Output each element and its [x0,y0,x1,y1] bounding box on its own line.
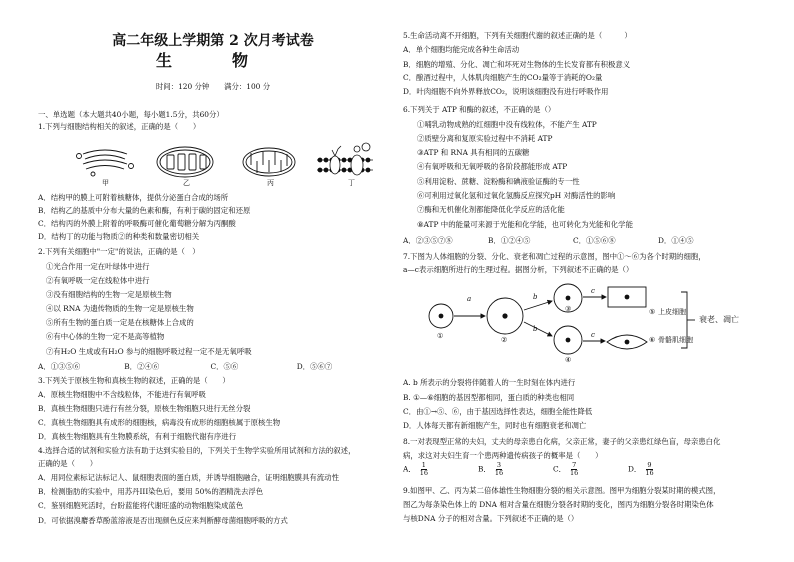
q6-option-c: C．①⑤⑥⑧ [573,236,616,245]
q2-item-7: ⑦有H₂O 生成或有H₂O 参与的细胞呼吸过程一定不是无氧呼吸 [46,347,252,356]
q8-option-a: A． $\frac{1}{16}$ [403,461,429,478]
label-aging-apoptosis: 衰老、凋亡 [699,315,739,324]
exam-meta: 时间：120 分钟 满分：100 分 [155,82,271,91]
q7-option-d: D．人体每天都有新细胞产生，同时也有细胞衰老和凋亡 [403,421,587,430]
q6-option-d: D．①④⑤ [658,236,694,245]
exam-title: 高二年级上学期第 2 次月考试卷 [112,33,314,49]
q9-line-2: 图乙为每条染色体上的 DNA 相对含量在细胞分裂各时期的变化，图丙为细胞分裂各时期染色体 [403,500,714,509]
q6-item-3: ③ATP 和 RNA 具有相同的五碳糖 [417,148,530,157]
section-heading: 一、单选题（本大题共40小题，每小题1.5分，共60分） [38,110,224,119]
figure-label-jia: 甲 [102,179,109,187]
q2-item-1: ①光合作用一定在叶绿体中进行 [46,262,150,271]
figure-label-bing: 丙 [267,179,274,187]
arrow-label-b1: b [533,293,538,301]
q3-option-b: B．真核生物细胞只进行有丝分裂，原核生物细胞只进行无丝分裂 [38,404,251,413]
q2-item-6: ⑥有中心体的生物一定不是高等植物 [46,332,165,341]
cell-num-4: ④ [565,356,572,364]
q6-stem: 6.下列关于 ATP 和酶的叙述，不正确的是（） [403,105,556,114]
q8-option-c: C． $\frac{7}{16}$ [553,461,579,478]
q9-line-1: 9.如图甲、乙、丙为某二倍体雄性生物细胞分裂的相关示意图。图甲为细胞分裂某时期的模式图， [403,486,721,495]
cell-num-5: ⑤ [649,308,656,316]
q8-option-b: B． $\frac{3}{16}$ [478,461,504,478]
q2-item-5: ⑤所有生物的蛋白质一定是在核糖体上合成的 [46,318,194,327]
arrow-label-c1: c [591,287,595,295]
q2-option-c: C．⑤⑥ [210,362,239,371]
label-skeletal-muscle-cell: 骨骼肌细胞 [658,336,693,344]
q8-option-d: D． $\frac{9}{16}$ [628,461,654,478]
q2-item-3: ③没有细胞结构的生物一定是原核生物 [46,290,172,299]
q5-option-b: B．细胞的增殖、分化、凋亡和坏死对生物体的生长发育都有积极意义 [403,60,631,69]
q7-option-b: B. ①—⑥细胞的基因型都相同，蛋白质的种类也相同 [403,393,575,402]
mitochondrion-icon [243,148,295,176]
q2-option-a: A．①③⑤⑥ [38,362,81,371]
q6-item-8: ⑧ATP 中的能量可来源于光能和化学能，也可转化为光能和化学能 [417,220,633,229]
cell-num-1: ① [437,332,444,340]
q2-item-2: ②有氧呼吸一定在线粒体中进行 [46,276,150,285]
cell-num-2: ② [501,336,508,344]
q6-item-4: ④有氧呼吸和无氧呼吸的各阶段都能形成 ATP [417,162,568,171]
q4-option-a: A．用同位素标记法标记人、鼠细胞表面的蛋白质，并诱导细胞融合，证明细胞膜具有流动性 [38,473,339,482]
q6-options [403,236,743,246]
q2-option-b: B．②④⑥ [124,362,160,371]
golgi-icon [77,150,134,176]
arrow-label-b2: b [533,325,538,333]
q9-line-3: 与核DNA 分子的相对含量。下列叙述不正确的是（） [403,514,579,523]
q6-item-1: ①哺乳动物成熟的红细胞中没有线粒体，不能产生 ATP [417,120,597,129]
q1-option-d: D．结构丁的功能与物质②的种类和数量密切相关 [38,232,200,241]
q6-item-2: ②质壁分离和复原实验过程中不消耗 ATP [417,134,553,143]
q7-option-c: C．由①→⑤、⑥，由于基因选择性表达，细胞全能性降低 [403,407,593,416]
q5-option-c: C．酿酒过程中，人体肌肉细胞产生的CO₂量等于消耗的O₂量 [403,73,603,82]
q1-stem: 1.下列与细胞结构相关的叙述，正确的是（ ） [38,122,201,131]
q6-item-6: ⑥可利用过氧化氢和过氧化氢酶反应探究pH 对酶活性的影响 [417,191,616,200]
chloroplast-icon [157,147,213,177]
q4-option-d: D．可依据溴麝香草酚蓝溶液是否出现颜色反应来判断酵母菌细胞呼吸的方式 [38,516,288,525]
q2-option-d: D．⑤⑥⑦ [296,362,333,371]
q3-option-c: C．真核生物细胞具有成形的细胞核，病毒没有成形的细胞核属于原核生物 [38,418,281,427]
q7-stem: 7.下图为人体细胞的分裂、分化、衰老和凋亡过程的示意图，图中①～⑥为各个时期的细胞， [403,252,706,261]
q8-options [403,462,703,477]
figure-label-ding: 丁 [348,179,355,187]
q6-item-7: ⑦酶和无机催化剂都能降低化学反应的活化能 [417,205,565,214]
q8-stem: 8.一对表现型正常的夫妇，丈夫的母亲患白化病，父亲正常，妻子的父亲患红绿色盲，母亲患白化 [403,437,721,446]
q1-option-c: C．结构丙的外膜上附着的呼吸酶可催化葡萄糖分解为丙酮酸 [38,219,236,228]
q3-option-d: D．真核生物细胞具有生物膜系统，有利于细胞代谢有序进行 [38,432,237,441]
arrow-label-a: a [467,295,472,303]
q7-option-a: A. b 所表示的分裂将伴随着人的一生时刻在体内进行 [403,378,576,387]
q4-option-c: C．鉴别细胞死活时，台盼蓝能将代谢旺盛的动物细胞染成蓝色 [38,501,244,510]
cell-membrane-icon [317,143,373,175]
q3-option-a: A．原核生物细胞中不含线粒体，不能进行有氧呼吸 [38,390,206,399]
q2-item-4: ④以 RNA 为遗传物质的生物一定是原核生物 [46,304,194,313]
q2-stem: 2.下列有关细胞中"一定"的说法，正确的是（ ） [38,247,200,256]
q6-item-5: ⑤利用淀粉、蔗糖、淀粉酶和碘液验证酶的专一性 [417,177,580,186]
q5-option-a: A．单个细胞均能完成各种生命活动 [403,45,520,54]
q6-option-a: A．②③⑤⑦⑧ [403,236,453,245]
label-epithelial-cell: 上皮细胞 [658,308,686,316]
q5-stem: 5.生命活动离不开细胞，下列有关细胞代谢的叙述正确的是（ ） [403,31,632,40]
q7-stem-cont: a—c表示细胞所进行的生理过程。据图分析，下列叙述不正确的是（） [403,265,634,274]
q4-stem: 4.选择合适的试剂和实验方法有助于达到实验目的，下列关于生物学实验所用试剂和方法的叙述， [38,446,356,455]
cell-num-6: ⑥ [649,336,656,344]
q3-stem: 3.下列关于原核生物和真核生物的叙述，正确的是（ ） [38,376,230,385]
q8-stem-cont: 病，求这对夫妇生育一个患两种遗传病孩子的概率是（ ） [403,451,603,460]
q4-option-b: B．检测脂肪的实验中，用苏丹III染色后，要用 50%的酒精洗去浮色 [38,487,264,496]
organelle-figure [73,140,383,192]
arrow-label-c2: c [591,331,595,339]
q2-options [38,362,383,372]
q1-option-a: A．结构甲的膜上可附着核糖体，提供分泌蛋白合成的场所 [38,193,229,202]
figure-label-yi: 乙 [183,179,190,187]
q6-option-b: B．①②④⑤ [488,236,531,245]
q1-option-b: B．结构乙的基质中分布大量的色素和酶，有利于碳的固定和还原 [38,206,251,215]
q4-stem-cont: 正确的是（ ） [38,459,98,468]
q5-option-d: D．叶肉细胞不向外界释放CO₂，说明该细胞没有进行呼吸作用 [403,87,609,96]
cell-num-3: ③ [565,305,572,313]
exam-subject: 生 物 [155,51,270,70]
